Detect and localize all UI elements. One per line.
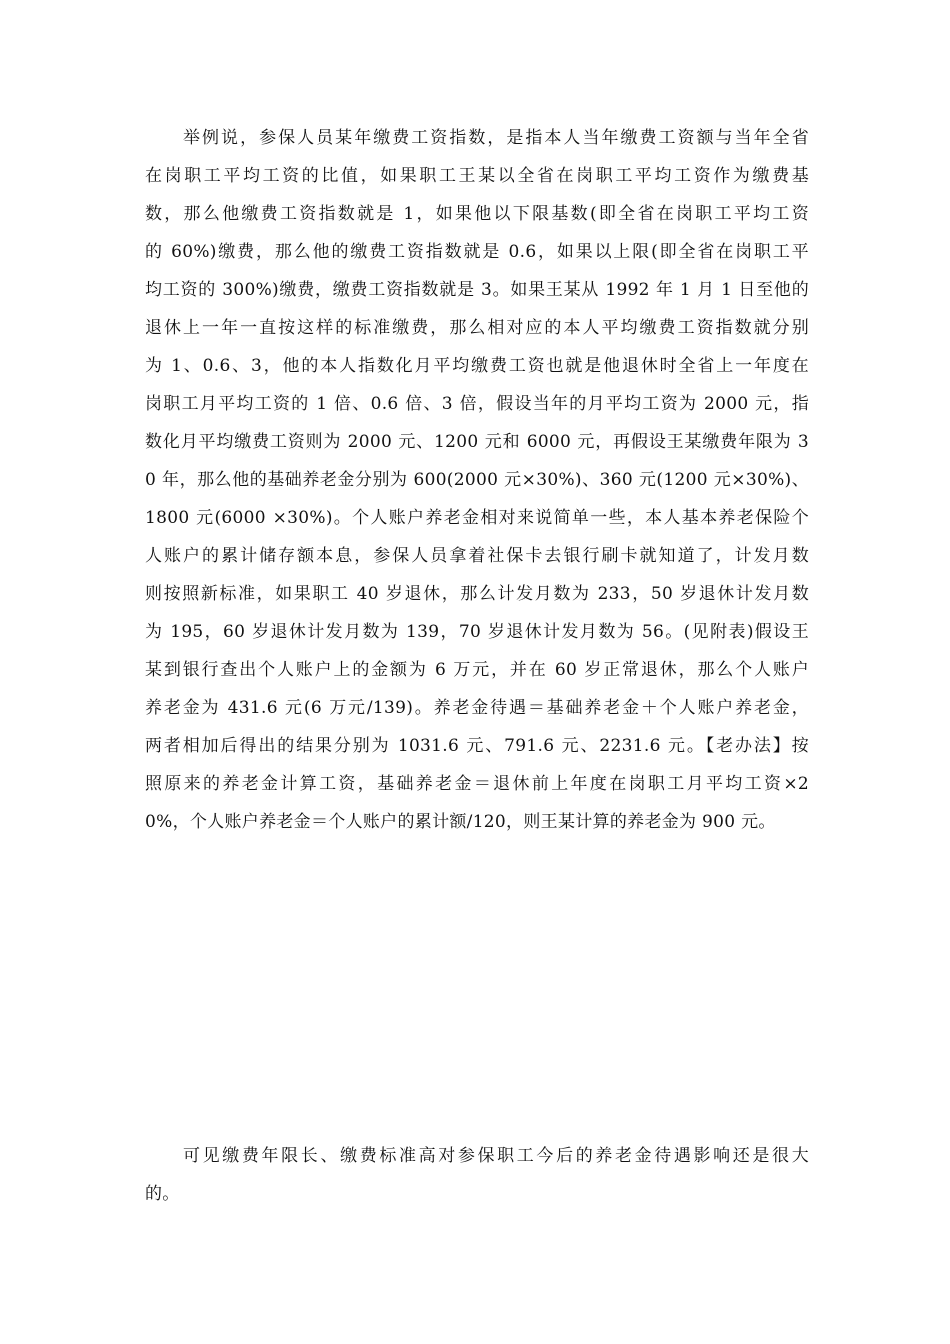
text-line: 则按照新标准，如果职工 40 岁退休，那么计发月数为 233，50 岁退休计发月数: [145, 584, 809, 604]
text-line: 举例说，参保人员某年缴费工资指数，是指本人当年缴费工资额与当年全省: [183, 128, 809, 148]
text-line: 数，那么他缴费工资指数就是 1，如果他以下限基数(即全省在岗职工平均工资: [145, 204, 809, 224]
text-line: 照原来的养老金计算工资，基础养老金＝退休前上年度在岗职工月平均工资×2: [145, 774, 809, 794]
paragraph-pension-example: [145, 119, 809, 841]
text-line: 的 60%)缴费，那么他的缴费工资指数就是 0.6，如果以上限(即全省在岗职工平: [145, 242, 809, 262]
text-line: 0%，个人账户养老金＝个人账户的累计额/120，则王某计算的养老金为 900 元。: [145, 812, 776, 832]
text-line: 人账户的累计储存额本息，参保人员拿着社保卡去银行刷卡就知道了，计发月数: [145, 546, 809, 566]
text-line: 退休上一年一直按这样的标准缴费，那么相对应的本人平均缴费工资指数就分别: [145, 318, 809, 338]
text-line: 的。: [145, 1184, 180, 1204]
text-line: 数化月平均缴费工资则为 2000 元、1200 元和 6000 元，再假设王某缴费年限为 3: [145, 432, 809, 452]
text-line: 岗职工月平均工资的 1 倍、0.6 倍、3 倍，假设当年的月平均工资为 2000 元，指: [145, 394, 809, 414]
text-line: 两者相加后得出的结果分别为 1031.6 元、791.6 元、2231.6 元。【老办法】按: [145, 736, 809, 756]
text-line: 养老金为 431.6 元(6 万元/139)。养老金待遇＝基础养老金＋个人账户养老金，: [145, 698, 809, 718]
text-line: 为 195，60 岁退休计发月数为 139，70 岁退休计发月数为 56。(见附表)假设王: [145, 622, 809, 642]
paragraph-conclusion: [145, 1137, 809, 1213]
text-line: 可见缴费年限长、缴费标准高对参保职工今后的养老金待遇影响还是很大: [183, 1146, 809, 1166]
text-line: 1800 元(6000 ×30%)。个人账户养老金相对来说简单一些，本人基本养老保险个: [145, 508, 809, 528]
text-line: 某到银行查出个人账户上的金额为 6 万元，并在 60 岁正常退休，那么个人账户: [145, 660, 809, 680]
text-line: 0 年，那么他的基础养老金分别为 600(2000 元×30%)、360 元(1200 元×30%)、: [145, 470, 809, 490]
text-line: 均工资的 300%)缴费，缴费工资指数就是 3。如果王某从 1992 年 1 月 1 日至他的: [145, 280, 809, 300]
text-line: 在岗职工平均工资的比值，如果职工王某以全省在岗职工平均工资作为缴费基: [145, 166, 809, 186]
text-line: 为 1、0.6、3，他的本人指数化月平均缴费工资也就是他退休时全省上一年度在: [145, 356, 809, 376]
